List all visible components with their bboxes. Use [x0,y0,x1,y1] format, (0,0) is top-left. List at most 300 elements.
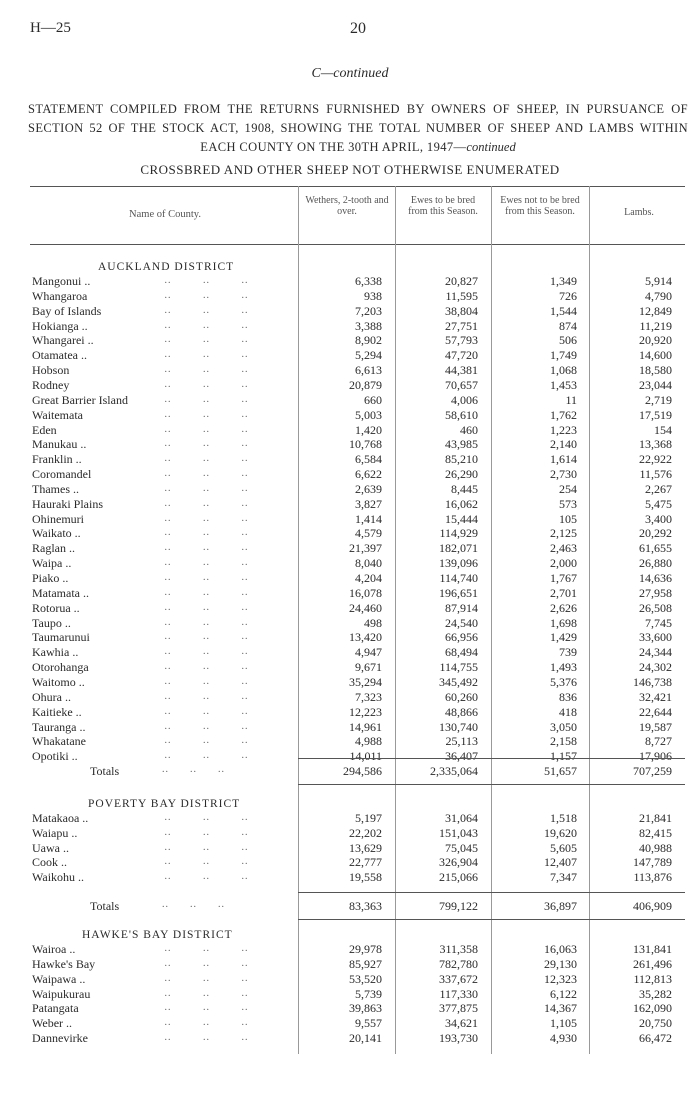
cell-lambs: 26,508 [639,600,672,615]
cell-ewes-not-bred: 1,493 [550,660,577,675]
leader-dots: .. .. .. [140,289,249,301]
cell-wethers: 10,768 [349,437,382,452]
leader-dots: .. .. .. [140,497,249,509]
table-top-rule [30,186,685,187]
cell-ewes-not-bred: 4,930 [550,1031,577,1046]
cell-ewes-bred: 24,540 [445,615,478,630]
cell-ewes-bred: 2,335,064 [430,764,478,778]
cell-wethers: 22,777 [349,855,382,870]
cell-ewes-bred: 196,651 [439,585,478,600]
leader-dots: .. .. .. [140,393,249,405]
cell-wethers: 53,520 [349,971,382,986]
table-row [0,424,700,436]
cell-wethers: 5,003 [355,407,382,422]
cell-ewes-not-bred: 2,463 [550,541,577,556]
cell-ewes-bred: 117,330 [439,986,478,1001]
column-header-ewes-bred: Ewes to be bred from this Season. [408,195,478,217]
cell-ewes-not-bred: 1,518 [550,811,577,825]
county-name: Franklin .. [32,452,82,467]
county-name: Waikohu .. [32,870,85,885]
leader-dots: .. .. .. [140,812,249,823]
cell-ewes-not-bred: 36,897 [544,899,577,913]
cell-wethers: 8,040 [355,556,382,571]
leader-dots: .. .. .. [140,856,249,868]
cell-ewes-not-bred: 5,605 [550,840,577,855]
county-name: Thames .. [32,481,79,496]
county-name: Coromandel [32,467,92,482]
cell-ewes-bred: 27,751 [445,318,478,333]
cell-lambs: 26,880 [639,556,672,571]
cell-ewes-not-bred: 2,125 [550,526,577,541]
leader-dots: .. .. .. [140,1017,249,1029]
table-row [0,438,700,450]
column-header-wethers: Wethers, 2-tooth and over. [305,195,389,217]
table-row [0,394,700,406]
cell-lambs: 22,922 [639,452,672,467]
cell-ewes-not-bred: 6,122 [550,986,577,1001]
cell-wethers: 7,203 [355,303,382,318]
cell-ewes-not-bred: 1,767 [550,571,577,585]
county-name: Rodney [32,377,70,392]
cell-wethers: 6,613 [355,363,382,378]
cell-lambs: 20,920 [639,333,672,348]
table-row [0,856,700,868]
county-name: Waiapu .. [32,825,78,840]
table-row [0,691,700,703]
cell-lambs: 154 [654,422,672,437]
cell-ewes-bred: 114,755 [439,660,478,675]
leader-dots: .. .. .. [140,275,249,286]
cell-lambs: 82,415 [639,825,672,840]
leader-dots: .. .. .. [140,542,249,554]
totals-rule [298,892,685,893]
cell-ewes-bred: 48,866 [445,704,478,719]
county-name: Rotorua .. [32,600,80,615]
leader-dots: .. .. .. [140,319,249,331]
cell-ewes-bred: 16,062 [445,496,478,511]
cell-ewes-not-bred: 2,140 [550,437,577,452]
page-number: 20 [350,20,366,37]
table-row [0,676,700,688]
table-row [0,572,700,584]
cell-ewes-bred: 26,290 [445,467,478,482]
cell-lambs: 19,587 [639,719,672,734]
cell-lambs: 23,044 [639,377,672,392]
table-row [0,871,700,883]
cell-wethers: 498 [364,615,382,630]
cell-wethers: 16,078 [349,585,382,600]
leader-dots: .. .. .. [140,423,249,435]
county-name: Hobson [32,363,70,378]
county-name: Ohinemuri [32,511,84,526]
cell-lambs: 24,344 [639,645,672,660]
totals-rule [298,919,685,920]
cell-wethers: 8,902 [355,333,382,348]
cell-ewes-bred: 44,381 [445,363,478,378]
table-row [0,646,700,658]
table-row [0,842,700,854]
leader-dots: .. .. .. [140,1002,249,1014]
cell-wethers: 3,388 [355,318,382,333]
county-name: Mangonui .. [32,274,91,288]
leader-dots: .. .. .. [162,899,225,910]
leader-dots: .. .. .. [140,364,249,376]
totals-rule [298,758,685,759]
cell-ewes-bred: 36,407 [445,749,478,764]
cell-ewes-bred: 57,793 [445,333,478,348]
county-name: Raglan .. [32,541,75,556]
county-name: Waitomo .. [32,674,85,689]
cell-wethers: 4,204 [355,571,382,585]
cell-wethers: 22,202 [349,825,382,840]
county-name: Waikato .. [32,526,81,541]
totals-label: Totals [90,899,120,913]
cell-lambs: 33,600 [639,630,672,645]
table-row [0,750,700,762]
cell-wethers: 13,420 [349,630,382,645]
county-name: Waipa .. [32,556,72,571]
table-row [0,513,700,525]
column-header-lambs: Lambs. [624,207,654,218]
table-row [0,349,700,361]
cell-ewes-bred: 66,956 [445,630,478,645]
cell-lambs: 35,282 [639,986,672,1001]
table-row [0,631,700,643]
cell-wethers: 21,397 [349,541,382,556]
county-name: Kaitieke .. [32,704,82,719]
cell-ewes-bred: 60,260 [445,689,478,704]
document-reference: H—25 [30,20,71,36]
cell-ewes-not-bred: 1,698 [550,615,577,630]
cell-wethers: 6,584 [355,452,382,467]
cell-ewes-bred: 460 [460,422,478,437]
cell-ewes-bred: 337,672 [439,971,478,986]
cell-ewes-bred: 4,006 [451,392,478,407]
cell-lambs: 66,472 [639,1031,672,1046]
cell-ewes-bred: 114,929 [439,526,478,541]
cell-wethers: 20,879 [349,377,382,392]
cell-wethers: 4,947 [355,645,382,660]
county-name: Kawhia .. [32,645,79,660]
cell-ewes-not-bred: 573 [559,496,577,511]
cell-lambs: 2,267 [645,481,672,496]
cell-ewes-bred: 193,730 [439,1031,478,1046]
cell-wethers: 938 [364,288,382,303]
statement-text: STATEMENT COMPILED FROM THE RETURNS FURNISHED BY OWNERS OF SHEEP, IN PURSUANCE OF SECTION 52 OF THE STOCK ACT, 1908, SHOWING THE TOTAL NUMBER OF SHEEP AND LAMBS WITHIN EACH COUNTY ON THE 30TH APRIL, 1947— [28,102,688,154]
leader-dots: .. .. .. [140,586,249,598]
header-bottom-rule [30,244,685,245]
table-row [0,1002,700,1014]
county-name: Waipawa .. [32,971,86,986]
cell-ewes-bred: 215,066 [439,870,478,885]
cell-lambs: 113,876 [633,870,672,885]
county-name: Otamatea .. [32,348,87,363]
cell-lambs: 112,813 [633,971,672,986]
cell-ewes-not-bred: 5,376 [550,674,577,689]
cell-ewes-not-bred: 739 [559,645,577,660]
table-row [0,735,700,747]
cell-ewes-bred: 75,045 [445,840,478,855]
table-row [0,468,700,480]
cell-wethers: 29,978 [349,942,382,956]
cell-lambs: 24,302 [639,660,672,675]
table-row [0,409,700,421]
county-name: Hokianga .. [32,318,88,333]
cell-lambs: 17,906 [639,749,672,764]
leader-dots: .. .. .. [162,764,225,775]
cell-lambs: 22,644 [639,704,672,719]
table-row [0,1017,700,1029]
cell-wethers: 1,420 [355,422,382,437]
leader-dots: .. .. .. [140,334,249,346]
cell-ewes-not-bred: 2,730 [550,467,577,482]
cell-ewes-bred: 70,657 [445,377,478,392]
cell-ewes-not-bred: 29,130 [544,956,577,971]
cell-wethers: 6,622 [355,467,382,482]
table-row [0,587,700,599]
cell-lambs: 7,745 [645,615,672,630]
cell-ewes-bred: 34,621 [445,1016,478,1031]
cell-ewes-not-bred: 19,620 [544,825,577,840]
county-name: Taupo .. [32,615,71,630]
cell-ewes-not-bred: 14,367 [544,1001,577,1016]
table-row [0,557,700,569]
county-name: Cook .. [32,855,68,870]
leader-dots: .. .. .. [140,349,249,361]
leader-dots: .. .. .. [140,943,249,954]
cell-wethers: 660 [364,392,382,407]
cell-lambs: 406,909 [633,899,672,913]
cell-wethers: 12,223 [349,704,382,719]
table-subtitle: CROSSBRED AND OTHER SHEEP NOT OTHERWISE ENUMERATED [140,162,560,177]
table-row [0,1032,700,1044]
cell-ewes-not-bred: 1,068 [550,363,577,378]
cell-ewes-not-bred: 105 [559,511,577,526]
table-row [0,453,700,465]
county-name: Ohura .. [32,689,71,704]
table-row [0,973,700,985]
cell-ewes-bred: 139,096 [439,556,478,571]
cell-ewes-bred: 182,071 [439,541,478,556]
cell-wethers: 3,827 [355,496,382,511]
cell-lambs: 11,219 [639,318,672,333]
cell-wethers: 35,294 [349,674,382,689]
leader-dots: .. .. .. [140,482,249,494]
table-row [0,943,700,955]
cell-lambs: 707,259 [633,764,672,778]
county-name: Matamata .. [32,585,89,600]
cell-ewes-not-bred: 726 [559,288,577,303]
leader-dots: .. .. .. [140,378,249,390]
county-name: Weber .. [32,1016,73,1031]
county-name: Patangata [32,1001,79,1016]
cell-wethers: 13,629 [349,840,382,855]
table-row [0,617,700,629]
county-name: Bay of Islands [32,303,102,318]
cell-lambs: 12,849 [639,303,672,318]
cell-lambs: 5,914 [645,274,672,288]
leader-dots: .. .. .. [140,601,249,613]
cell-ewes-bred: 25,113 [445,734,478,749]
cell-lambs: 162,090 [633,1001,672,1016]
cell-ewes-not-bred: 11 [565,392,577,407]
leader-dots: .. .. .. [140,871,249,883]
cell-ewes-not-bred: 1,157 [550,749,577,764]
cell-ewes-bred: 20,827 [445,274,478,288]
cell-ewes-not-bred: 1,749 [550,348,577,363]
county-name: Uawa .. [32,840,69,855]
cell-ewes-bred: 87,914 [445,600,478,615]
table-row [0,661,700,673]
leader-dots: .. .. .. [140,512,249,524]
cell-ewes-bred: 130,740 [439,719,478,734]
cell-ewes-bred: 58,610 [445,407,478,422]
cell-wethers: 1,414 [355,511,382,526]
table-row [0,334,700,346]
table-row [0,379,700,391]
leader-dots: .. .. .. [140,987,249,999]
cell-wethers: 7,323 [355,689,382,704]
table-row [0,290,700,302]
cell-lambs: 17,519 [639,407,672,422]
cell-lambs: 2,719 [645,392,672,407]
column-header-name: Name of County. [129,209,201,220]
cell-wethers: 9,671 [355,660,382,675]
leader-dots: .. .. .. [140,675,249,687]
cell-ewes-bred: 326,904 [439,855,478,870]
cell-wethers: 85,927 [349,956,382,971]
county-name: Whakatane [32,734,86,749]
leader-dots: .. .. .. [140,972,249,984]
table-row [0,602,700,614]
leader-dots: .. .. .. [140,705,249,717]
county-name: Waitemata [32,407,84,422]
cell-ewes-not-bred: 1,349 [550,274,577,288]
cell-ewes-not-bred: 1,223 [550,422,577,437]
cell-wethers: 24,460 [349,600,382,615]
cell-ewes-not-bred: 1,762 [550,407,577,422]
leader-dots: .. .. .. [140,453,249,465]
leader-dots: .. .. .. [140,408,249,420]
leader-dots: .. .. .. [140,468,249,480]
table-row [0,275,700,287]
column-header-ewes-not-bred: Ewes not to be bred from this Season. [500,195,580,217]
cell-ewes-bred: 11,595 [445,288,478,303]
table-row [0,320,700,332]
leader-dots: .. .. .. [140,646,249,658]
cell-lambs: 3,400 [645,511,672,526]
cell-lambs: 13,368 [639,437,672,452]
cell-ewes-bred: 31,064 [445,811,478,825]
cell-ewes-bred: 15,444 [445,511,478,526]
cell-ewes-bred: 47,720 [445,348,478,363]
cell-lambs: 40,988 [639,840,672,855]
cell-ewes-bred: 85,210 [445,452,478,467]
cell-ewes-not-bred: 1,544 [550,303,577,318]
cell-ewes-bred: 38,804 [445,303,478,318]
statement-continued: continued [466,140,516,154]
cell-ewes-not-bred: 12,407 [544,855,577,870]
county-name: Taumarunui [32,630,90,645]
cell-lambs: 32,421 [639,689,672,704]
cell-wethers: 19,558 [349,870,382,885]
cell-wethers: 6,338 [355,274,382,288]
cell-lambs: 147,789 [633,855,672,870]
table-row [0,958,700,970]
cell-ewes-not-bred: 1,429 [550,630,577,645]
statement-heading [28,100,688,157]
cell-ewes-not-bred: 418 [559,704,577,719]
cell-wethers: 14,011 [349,749,382,764]
cell-ewes-bred: 68,494 [445,645,478,660]
cell-lambs: 146,738 [633,674,672,689]
leader-dots: .. .. .. [140,720,249,732]
cell-lambs: 131,841 [633,942,672,956]
table-row [0,988,700,1000]
table-row [0,527,700,539]
cell-ewes-bred: 345,492 [439,674,478,689]
table-row [0,721,700,733]
cell-lambs: 21,841 [639,811,672,825]
county-name: Waipukurau [32,986,91,1001]
county-name: Hauraki Plains [32,496,103,511]
cell-lambs: 4,790 [645,288,672,303]
cell-ewes-not-bred: 1,453 [550,377,577,392]
cell-ewes-not-bred: 2,701 [550,585,577,600]
leader-dots: .. .. .. [140,735,249,747]
cell-wethers: 4,579 [355,526,382,541]
cell-wethers: 2,639 [355,481,382,496]
cell-lambs: 14,636 [639,571,672,585]
cell-ewes-not-bred: 16,063 [544,942,577,956]
county-name: Piako .. [32,571,69,585]
cell-ewes-not-bred: 2,000 [550,556,577,571]
cell-wethers: 83,363 [349,899,382,913]
table-row [0,483,700,495]
leader-dots: .. .. .. [140,304,249,316]
cell-ewes-not-bred: 836 [559,689,577,704]
leader-dots: .. .. .. [140,841,249,853]
cell-ewes-not-bred: 2,626 [550,600,577,615]
county-name: Tauranga .. [32,719,86,734]
cell-ewes-not-bred: 254 [559,481,577,496]
county-name: Eden [32,422,57,437]
table-row [0,542,700,554]
county-name: Hawke's Bay [32,956,96,971]
county-name: Great Barrier Island [32,392,128,407]
leader-dots: .. .. .. [140,572,249,583]
cell-ewes-not-bred: 7,347 [550,870,577,885]
leader-dots: .. .. .. [140,750,249,762]
continued-label: C—continued [311,66,389,81]
cell-ewes-not-bred: 506 [559,333,577,348]
cell-ewes-bred: 151,043 [439,825,478,840]
table-row [0,827,700,839]
county-name: Opotiki .. [32,749,78,764]
cell-lambs: 11,576 [639,467,672,482]
cell-ewes-not-bred: 874 [559,318,577,333]
totals-label: Totals [90,764,120,778]
table-row [0,498,700,510]
totals-rule [298,784,685,785]
table-row [0,364,700,376]
cell-ewes-not-bred: 1,105 [550,1016,577,1031]
county-name: Whangaroa [32,288,88,303]
leader-dots: .. .. .. [140,661,249,673]
leader-dots: .. .. .. [140,616,249,628]
cell-lambs: 61,655 [639,541,672,556]
cell-ewes-bred: 799,122 [439,899,478,913]
